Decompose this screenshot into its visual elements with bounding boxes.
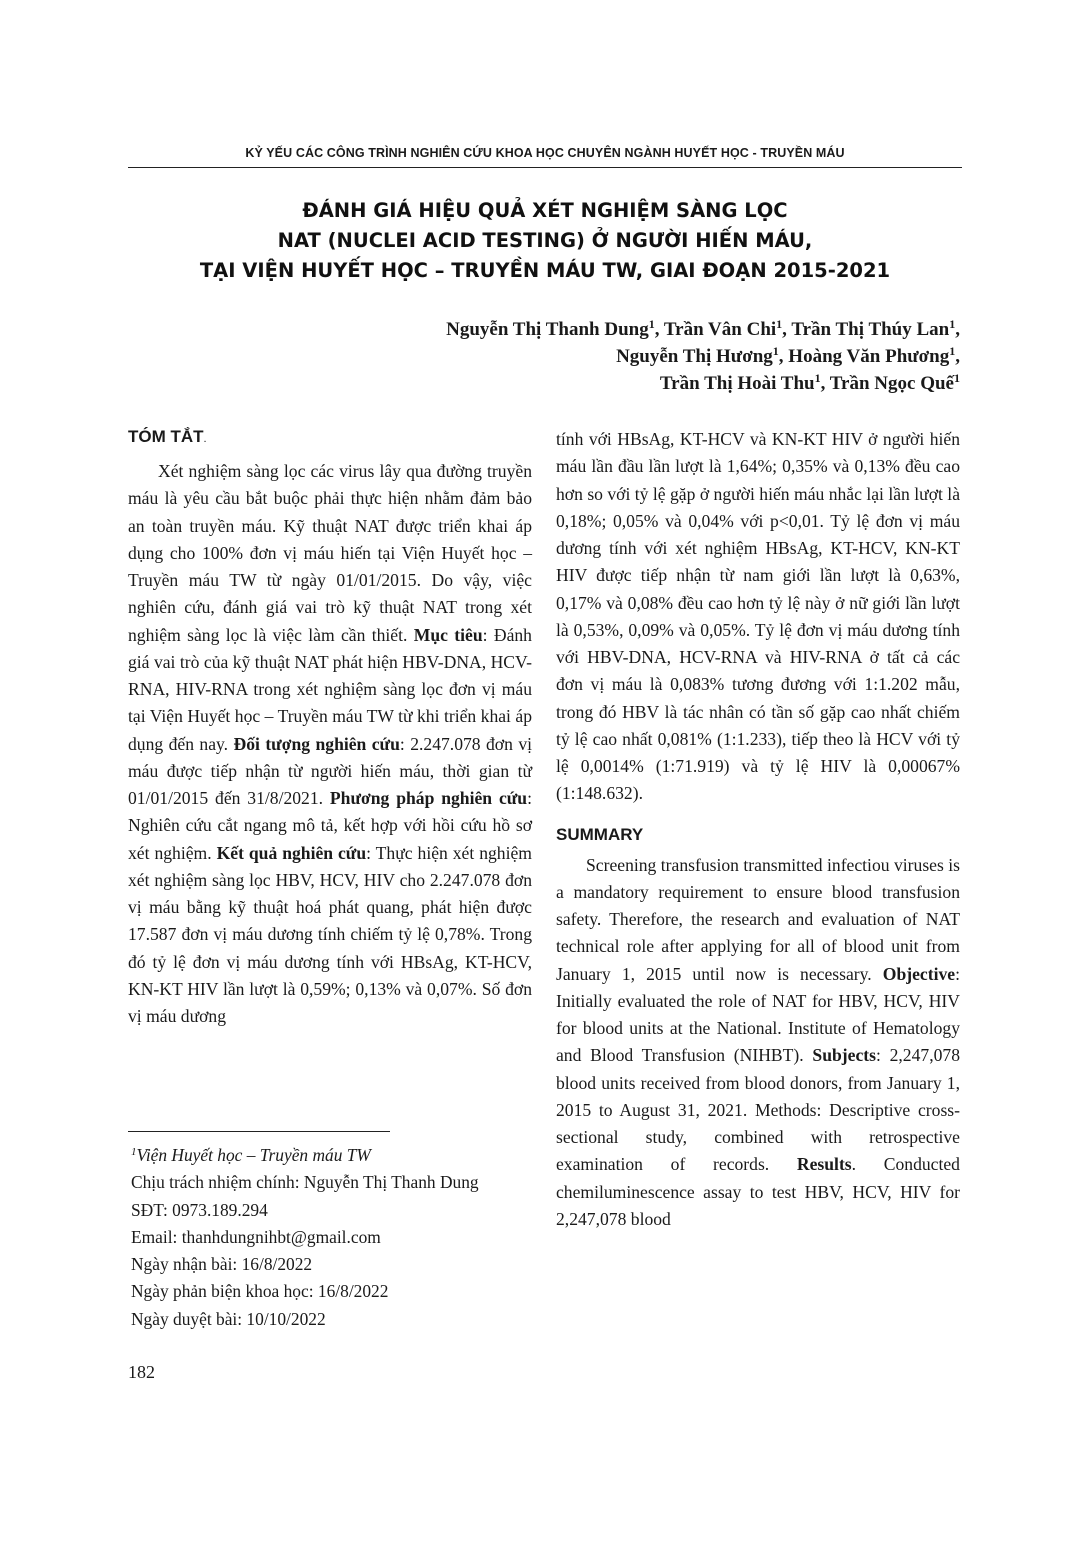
author-line-2: Nguyễn Thị Hương$^1$, Hoàng Văn Phương$^1$, bbox=[616, 344, 960, 367]
author-line-3: Trần Thị Hoài Thu$^1$, Trần Ngọc Quế$^1$ bbox=[659, 371, 960, 394]
author-line-1: Nguyễn Thị Thanh Dung$^1$, Trần Vân Chi$^1$, Trần Thị Thúy Lan$^1$, bbox=[446, 317, 960, 340]
author-name: Nguyễn Thị Hương bbox=[616, 346, 773, 367]
footnote-email: Email: thanhdungnihbt@gmail.com bbox=[131, 1226, 381, 1247]
title-line-2: NAT (NUCLEI ACID TESTING) Ở NGƯỜI HIẾN MÁU, bbox=[277, 229, 813, 252]
bold-label: Đối tượng nghiên cứu bbox=[233, 733, 400, 754]
summary-heading: SUMMARY bbox=[556, 824, 644, 844]
bold-label: Kết quả nghiên cứu bbox=[216, 842, 367, 863]
affiliation-sup: 1 bbox=[776, 317, 783, 331]
bold-label: Phương pháp nghiên cứu bbox=[329, 788, 528, 808]
article-title bbox=[128, 196, 962, 286]
bold-label: Objective bbox=[882, 963, 956, 984]
tomtat-heading: TÓM TẮT. bbox=[128, 427, 207, 446]
footnote-affiliation: $^1$Viện Huyết học – Truyền máu TW bbox=[131, 1145, 371, 1165]
right-column bbox=[556, 426, 960, 1233]
affiliation-sup: 1 bbox=[648, 317, 655, 331]
bold-label: Subjects bbox=[812, 1045, 876, 1066]
page-number: 182 bbox=[128, 1362, 155, 1382]
running-header: KỶ YẾU CÁC CÔNG TRÌNH NGHIÊN CỨU KHOA HỌC CHUYÊN NGÀNH HUYẾT HỌC - TRUYỀN MÁU bbox=[245, 146, 845, 160]
affiliation-sup: 1 bbox=[949, 317, 956, 331]
affiliation-sup: 1 bbox=[772, 344, 779, 358]
author-name: Trần Ngọc Quế bbox=[829, 373, 954, 394]
title-line-3: TẠI VIỆN HUYẾT HỌC – TRUYỀN MÁU TW, GIAI ĐOẠN 2015-2021 bbox=[199, 259, 891, 282]
header-rule bbox=[128, 167, 962, 168]
author-list bbox=[260, 316, 960, 397]
author-name: Trần Vân Chi bbox=[663, 319, 777, 340]
title-line-1: ĐÁNH GIÁ HIỆU QUẢ XÉT NGHIỆM SÀNG LỌC bbox=[302, 199, 788, 222]
footnote-accepted: Ngày duyệt bài: 10/10/2022 bbox=[131, 1308, 326, 1329]
bold-label: Mục tiêu bbox=[413, 624, 483, 645]
tomtat-continuation: tính với HBsAg, KT-HCV và KN-KT HIV ở người hiến máu lần đầu lần lượt là 1,64%; 0,35% và 0,13% đều cao hơn so với tỷ lệ gặp ở người hiến máu nhắc lại lần lượt là 0,18%; 0,05% và 0,04% với p<0,01. Tỷ lệ đơn vị máu dương tính với xét nghiệm HBsAg, KT-HCV, KN-KT HIV được tiếp nhận từ nam giới lần lượt là 0,63%, 0,17% và 0,08% đều cao hơn tỷ lệ này ở nữ giới lần lượt là 0,53%, 0,09% và 0,05%. Tỷ lệ đơn vị máu dương tính với HBV-DNA, HCV-RNA và HIV-RNA ở tất cả các đơn vị máu là 0,083% tương đương với 1:1.202 mẫu, trong đó HBV là tác nhân có tần số gặp cao nhất chiếm tỷ lệ cao nhất 0,081% (1:1.233), tiếp theo là HCV với tỷ lệ 0,0014% (1:71.919) và tỷ lệ HIV là 0,00067% (1:148.632). bbox=[556, 429, 960, 804]
tomtat-paragraph: Xét nghiệm sàng lọc các virus lây qua đường truyền máu là yêu cầu bắt buộc phải thực hiện nhằm đảm bảo an toàn truyền máu. Kỹ thuật NAT được triển khai áp dụng cho 100% đơn vị máu hiến tại Viện Huyết học – Truyền máu TW từ ngày 01/01/2015. Do vậy, việc nghiên cứu, đánh giá vai trò kỹ thuật NAT trong xét nghiệm sàng lọc là việc làm cần thiết. Mục tiêu: Đánh giá vai trò của kỹ thuật NAT phát hiện HBV-DNA, HCV-RNA, HIV-RNA trong xét nghiệm sàng lọc đơn vị máu tại Viện Huyết học – Truyền máu TW từ khi triển khai áp dụng đến nay. Đối tượng nghiên cứu: 2.247.078 đơn vị máu được tiếp nhận từ người hiến máu, thời gian từ 01/01/2015 đến 31/8/2021. Phương pháp nghiên cứu: Nghiên cứu cắt ngang mô tả, kết hợp với hồi cứu hồ sơ xét nghiệm. Kết quả nghiên cứu: Thực hiện xét nghiệm xét nghiệm sàng lọc HBV, HCV, HIV cho 2.247.078 đơn vị máu bằng kỹ thuật hoá phát quang, phát hiện được 17.587 đơn vị máu dương tính chiếm tỷ lệ 0,78%. Trong đó tỷ lệ đơn vị máu dương tính với HBsAg, KT-HCV, KN-KT HIV lần lượt là 0,59%; 0,13% và 0,07%. Số đơn vị máu dương bbox=[128, 461, 533, 1026]
author-name: Trần Thị Hoài Thu bbox=[659, 373, 815, 394]
footnotes bbox=[131, 1142, 531, 1333]
affiliation-sup: 1 bbox=[954, 371, 960, 385]
author-name: Hoàng Văn Phương bbox=[788, 346, 950, 367]
author-name: Nguyễn Thị Thanh Dung bbox=[446, 319, 649, 340]
author-name: Trần Thị Thúy Lan bbox=[791, 319, 950, 340]
footnote-phone: SĐT: 0973.189.294 bbox=[131, 1199, 268, 1220]
footnote-reviewed: Ngày phản biện khoa học: 16/8/2022 bbox=[131, 1281, 389, 1302]
left-column bbox=[128, 424, 532, 1030]
footnote-rule bbox=[128, 1131, 390, 1132]
bold-label: Results bbox=[796, 1154, 852, 1175]
summary-paragraph: Screening transfusion transmitted infectiou viruses is a mandatory requirement to ensure blood transfusion safety. Therefore, the research and evaluation of NAT technical role after applying for all of blood unit from January 1, 2015 until now is necessary. Objective: Initially evaluated the role of NAT for HBV, HCV, HIV for blood units at the National. Institute of Hematology and Blood Transfusion (NIHBT). Subjects: 2,247,078 blood units received from blood donors, from January 1, 2015 to August 31, 2021. Methods: Descriptive cross-sectional study, combined with retrospective examination of records. Results. Conducted chemiluminescence assay to test HBV, HCV, HIV for 2,247,078 blood bbox=[556, 854, 960, 1229]
footnote-responsible: Chịu trách nhiệm chính: Nguyễn Thị Thanh Dung bbox=[131, 1172, 479, 1193]
affiliation-sup: 1 bbox=[949, 344, 956, 358]
footnote-received: Ngày nhận bài: 16/8/2022 bbox=[131, 1254, 313, 1275]
affiliation-sup: 1 bbox=[814, 371, 821, 385]
